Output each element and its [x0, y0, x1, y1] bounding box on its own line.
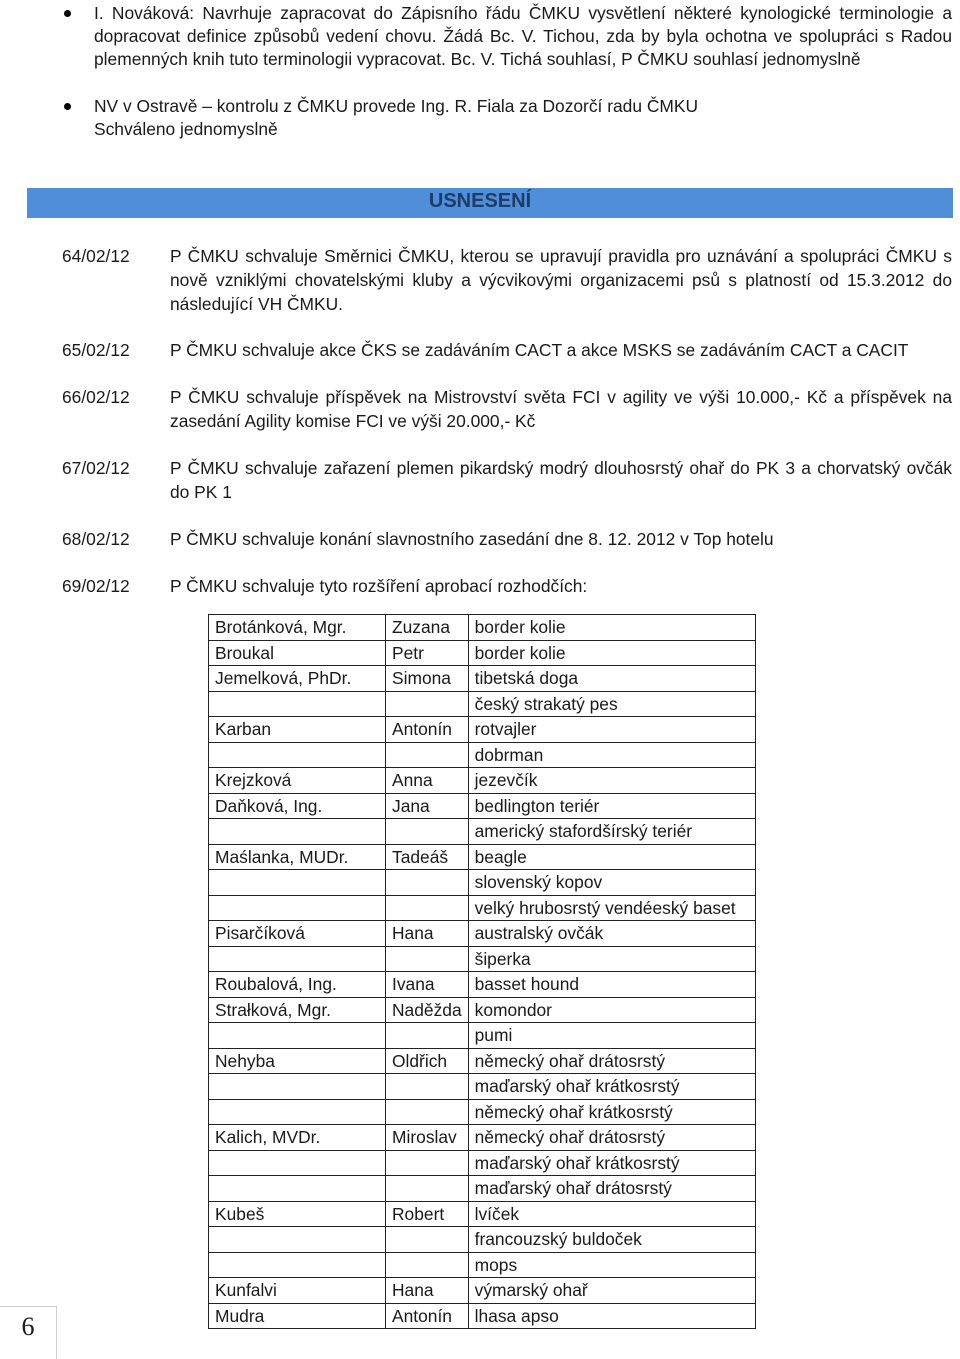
judge-firstname-cell	[386, 1099, 469, 1125]
table-row	[209, 1048, 756, 1074]
breed-cell: pumi	[468, 1023, 755, 1049]
breed-cell: německý ohař drátosrstý	[468, 1125, 755, 1151]
breed-cell: australský ovčák	[468, 921, 755, 947]
judge-firstname-cell: Anna	[386, 768, 469, 794]
judge-firstname-cell	[386, 1074, 469, 1100]
bullet-item-ostrava	[94, 95, 952, 141]
judge-firstname-cell	[386, 691, 469, 717]
judge-firstname-cell: Antonín	[386, 717, 469, 743]
judge-firstname-cell: Naděžda	[386, 997, 469, 1023]
judge-name-cell	[209, 819, 386, 845]
resolution-text: P ČMKU schvaluje zařazení plemen pikardský modrý dlouhosrstý ohař do PK 3 a chorvatský ovčák do PK 1	[170, 458, 952, 502]
resolution-number: 66/02/12	[62, 387, 130, 407]
table-row	[209, 921, 756, 947]
table-row	[209, 691, 756, 717]
judge-firstname-cell	[386, 895, 469, 921]
table-row	[209, 640, 756, 666]
breed-cell: německý ohař krátkosrstý	[468, 1099, 755, 1125]
resolution-text: P ČMKU schvaluje akce ČKS se zadáváním CACT a akce MSKS se zadáváním CACT a CACIT	[170, 340, 909, 360]
breed-cell: americký stafordšírský teriér	[468, 819, 755, 845]
judge-name-cell: Karban	[209, 717, 386, 743]
resolution-text: P ČMKU schvaluje příspěvek na Mistrovství světa FCI v agility ve výši 10.000,- Kč a příspěvek na zasedání Agility komise FCI ve výši 20.000,- Kč	[170, 387, 952, 431]
section-heading: USNESENÍ	[428, 190, 532, 212]
breed-cell: maďarský ohař krátkosrstý	[468, 1150, 755, 1176]
judge-name-cell	[209, 895, 386, 921]
judge-firstname-cell	[386, 1227, 469, 1253]
judge-firstname-cell	[386, 1150, 469, 1176]
judge-firstname-cell	[386, 1252, 469, 1278]
breed-cell: rotvajler	[468, 717, 755, 743]
bullet-dot	[64, 103, 71, 110]
judge-name-cell: Nehyba	[209, 1048, 386, 1074]
judge-firstname-cell: Hana	[386, 921, 469, 947]
table-row	[209, 1023, 756, 1049]
judge-name-cell: Brotánková, Mgr.	[209, 615, 386, 641]
resolution-number: 67/02/12	[62, 458, 130, 478]
judge-firstname-cell	[386, 1023, 469, 1049]
judge-name-cell	[209, 691, 386, 717]
table-row	[209, 1227, 756, 1253]
judge-firstname-cell: Ivana	[386, 972, 469, 998]
table-row	[209, 666, 756, 692]
table-row	[209, 972, 756, 998]
judge-name-cell: Strałková, Mgr.	[209, 997, 386, 1023]
judge-name-cell: Krejzková	[209, 768, 386, 794]
table-row	[209, 615, 756, 641]
table-row	[209, 1125, 756, 1151]
judge-name-cell: Mudra	[209, 1303, 386, 1329]
table-row	[209, 1176, 756, 1202]
judge-name-cell: Daňková, Ing.	[209, 793, 386, 819]
table-row	[209, 895, 756, 921]
table-row	[209, 1099, 756, 1125]
resolution-text: P ČMKU schvaluje Směrnici ČMKU, kterou se upravují pravidla pro uznávání a spolupráci ČMKU s nově vzniklými chovatelskými kluby a výcvikovými organizacemi psů s platností od 15.3.2012 do následující VH ČMKU.	[170, 246, 952, 314]
breed-cell: lhasa apso	[468, 1303, 755, 1329]
breed-cell: lvíček	[468, 1201, 755, 1227]
breed-cell: beagle	[468, 844, 755, 870]
judge-firstname-cell: Oldřich	[386, 1048, 469, 1074]
breed-cell: mops	[468, 1252, 755, 1278]
judge-firstname-cell: Petr	[386, 640, 469, 666]
table-row	[209, 997, 756, 1023]
breed-cell: francouzský buldoček	[468, 1227, 755, 1253]
judge-firstname-cell	[386, 870, 469, 896]
table-row	[209, 819, 756, 845]
table-row	[209, 717, 756, 743]
table-row	[209, 844, 756, 870]
judge-name-cell: Maślanka, MUDr.	[209, 844, 386, 870]
judge-name-cell: Pisarčíková	[209, 921, 386, 947]
table-row	[209, 946, 756, 972]
resolution-number: 69/02/12	[62, 576, 130, 596]
judge-name-cell	[209, 1252, 386, 1278]
judge-firstname-cell: Hana	[386, 1278, 469, 1304]
resolution-number: 65/02/12	[62, 340, 130, 360]
resolution-number: 68/02/12	[62, 529, 130, 549]
table-row	[209, 1252, 756, 1278]
judge-firstname-cell: Zuzana	[386, 615, 469, 641]
judge-firstname-cell	[386, 819, 469, 845]
table-row	[209, 1150, 756, 1176]
judge-name-cell: Roubalová, Ing.	[209, 972, 386, 998]
breed-cell: slovenský kopov	[468, 870, 755, 896]
breed-cell: český strakatý pes	[468, 691, 755, 717]
judge-firstname-cell	[386, 946, 469, 972]
judge-name-cell	[209, 742, 386, 768]
judge-name-cell	[209, 946, 386, 972]
resolution-text: P ČMKU schvaluje tyto rozšíření aprobací rozhodčích:	[170, 576, 588, 596]
breed-cell: maďarský ohař krátkosrstý	[468, 1074, 755, 1100]
judges-approval-table	[208, 614, 756, 1329]
table-row	[209, 1278, 756, 1304]
breed-cell: border kolie	[468, 615, 755, 641]
table-row	[209, 1201, 756, 1227]
judge-name-cell	[209, 1150, 386, 1176]
judge-firstname-cell: Jana	[386, 793, 469, 819]
bullet-approval-note: Schváleno jednomyslně	[94, 119, 278, 139]
judge-name-cell: Jemelková, PhDr.	[209, 666, 386, 692]
breed-cell: šiperka	[468, 946, 755, 972]
judge-name-cell	[209, 1176, 386, 1202]
table-row	[209, 742, 756, 768]
judge-name-cell: Kubeš	[209, 1201, 386, 1227]
table-row	[209, 1074, 756, 1100]
judge-name-cell	[209, 870, 386, 896]
resolution-text: P ČMKU schvaluje konání slavnostního zasedání dne 8. 12. 2012 v Top hotelu	[170, 529, 774, 549]
bullet-text: NV v Ostravě – kontrolu z ČMKU provede Ing. R. Fiala za Dozorčí radu ČMKU	[94, 96, 699, 116]
breed-cell: basset hound	[468, 972, 755, 998]
judge-firstname-cell: Tadeáš	[386, 844, 469, 870]
page-number: 6	[21, 1312, 35, 1341]
breed-cell: německý ohař drátosrstý	[468, 1048, 755, 1074]
judge-name-cell	[209, 1099, 386, 1125]
judge-name-cell	[209, 1227, 386, 1253]
breed-cell: výmarský ohař	[468, 1278, 755, 1304]
table-row	[209, 768, 756, 794]
judge-firstname-cell	[386, 1176, 469, 1202]
judge-firstname-cell: Robert	[386, 1201, 469, 1227]
breed-cell: border kolie	[468, 640, 755, 666]
judge-name-cell: Kalich, MVDr.	[209, 1125, 386, 1151]
resolution-number: 64/02/12	[62, 246, 130, 266]
judge-name-cell	[209, 1023, 386, 1049]
breed-cell: maďarský ohař drátosrstý	[468, 1176, 755, 1202]
judge-firstname-cell: Simona	[386, 666, 469, 692]
breed-cell: tibetská doga	[468, 666, 755, 692]
breed-cell: jezevčík	[468, 768, 755, 794]
table-row	[209, 793, 756, 819]
breed-cell: komondor	[468, 997, 755, 1023]
breed-cell: velký hrubosrstý vendéeský baset	[468, 895, 755, 921]
bullet-dot	[64, 10, 71, 17]
judge-name-cell: Kunfalvi	[209, 1278, 386, 1304]
table-row	[209, 1303, 756, 1329]
judge-firstname-cell: Antonín	[386, 1303, 469, 1329]
bullet-item-novakova	[94, 2, 952, 71]
judge-firstname-cell	[386, 742, 469, 768]
bullet-text: I. Nováková: Navrhuje zapracovat do Zápisního řádu ČMKU vysvětlení některé kynologické terminologie a dopracovat definice způsobů vedení chovu. Žádá Bc. V. Tichou, zda by byla ochotna ve spolupráci s Radou plemenných knih tuto terminologii vypracovat. Bc. V. Tichá souhlasí, P ČMKU souhlasí jednomyslně	[94, 3, 952, 69]
judge-firstname-cell: Miroslav	[386, 1125, 469, 1151]
judge-name-cell: Broukal	[209, 640, 386, 666]
judge-name-cell	[209, 1074, 386, 1100]
breed-cell: bedlington teriér	[468, 793, 755, 819]
table-row	[209, 870, 756, 896]
breed-cell: dobrman	[468, 742, 755, 768]
